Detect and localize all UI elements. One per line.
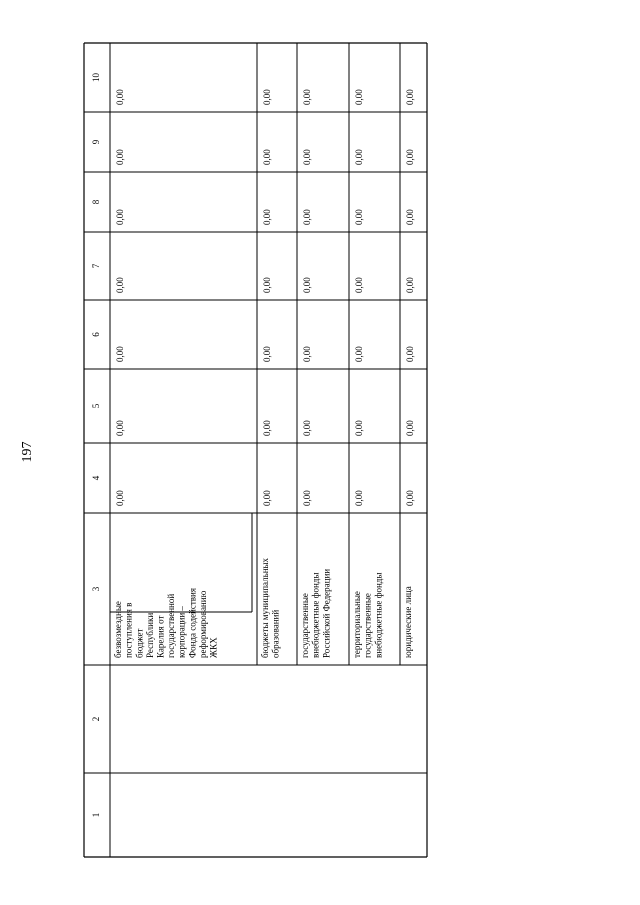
cell-value: 0,00 [262,89,273,105]
row-label-line: Российской Федерации [321,568,332,658]
row-label-line: корпорации – [176,606,187,658]
cell-value: 0,00 [115,277,126,293]
cell-value: 0,00 [262,346,273,362]
row-label-line: юридические лица [403,586,414,658]
column-header-10: 10 [91,73,102,82]
row-label-line: государственной [166,593,177,658]
cell-value: 0,00 [115,420,126,436]
row-label-line: образований [270,609,281,658]
column-header-8: 8 [91,199,102,205]
cell-value: 0,00 [405,346,416,362]
table-grid [84,43,427,857]
row-label-line: реформированию [197,590,208,658]
cell-value: 0,00 [302,420,313,436]
row-label-line: Республики [144,612,155,658]
cell-value: 0,00 [262,420,273,436]
column-header-1: 1 [91,812,102,818]
row-label-line: территориальные [352,591,363,658]
cell-value: 0,00 [262,209,273,225]
table-content [91,73,415,818]
row-label-line: Карелия от [155,615,166,658]
cell-value: 0,00 [115,209,126,225]
cell-value: 0,00 [115,89,126,105]
column-header-6: 6 [91,332,102,337]
cell-value: 0,00 [405,420,416,436]
column-header-9: 9 [91,139,102,145]
column-header-4: 4 [91,475,102,481]
row-label-line: государственные [300,593,311,658]
cell-value: 0,00 [302,149,313,165]
cell-value: 0,00 [115,346,126,362]
cell-value: 0,00 [405,89,416,105]
cell-value: 0,00 [302,346,313,362]
row-label-line: государственные [362,593,373,658]
cell-value: 0,00 [354,209,365,225]
cell-value: 0,00 [354,346,365,362]
cell-value: 0,00 [302,490,313,506]
cell-value: 0,00 [302,89,313,105]
cell-value: 0,00 [354,277,365,293]
row-label-line: бюджет [134,628,145,658]
cell-value: 0,00 [262,149,273,165]
row-label-line: бюджеты муниципальных [260,557,271,658]
column-header-2: 2 [91,716,102,722]
cell-value: 0,00 [354,490,365,506]
row-label-line: Фонда содействия [187,587,198,658]
cell-value: 0,00 [405,209,416,225]
cell-value: 0,00 [354,89,365,105]
cell-value: 0,00 [405,277,416,293]
row-label-line: безвозмездные [113,601,124,658]
row-label-line: поступления в [123,602,134,658]
cell-value: 0,00 [302,277,313,293]
cell-value: 0,00 [262,490,273,506]
cell-value: 0,00 [115,490,126,506]
cell-value: 0,00 [354,149,365,165]
cell-value: 0,00 [405,490,416,506]
row-label-line: внебюджетные фонды [310,572,321,658]
row-label-line: ЖКХ [208,637,219,658]
row-label-line: внебюджетные фонды [373,572,384,658]
cell-value: 0,00 [405,149,416,165]
column-header-5: 5 [91,403,102,409]
cell-value: 0,00 [262,277,273,293]
column-header-7: 7 [91,263,102,269]
cell-value: 0,00 [115,149,126,165]
cell-value: 0,00 [354,420,365,436]
cell-value: 0,00 [302,209,313,225]
column-header-3: 3 [91,586,102,592]
page-number: 197 [20,441,35,463]
